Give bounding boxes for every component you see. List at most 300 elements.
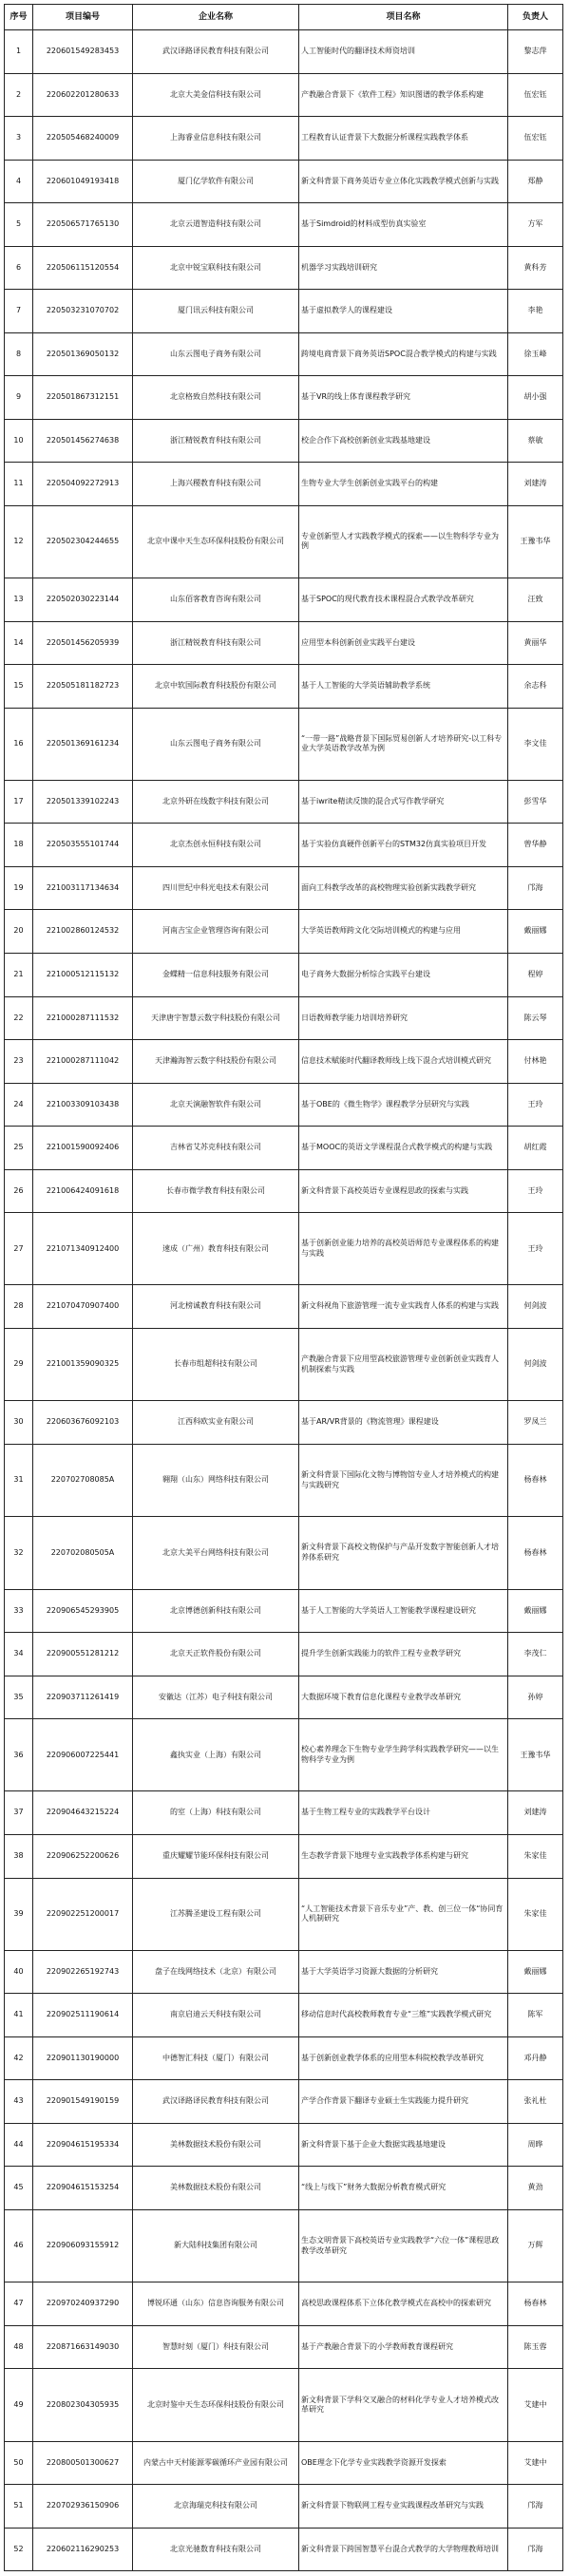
row-project-name: 产教融合背景下应用型高校旅游管理专业创新创业实践育人机制探索与实践: [299, 1328, 508, 1400]
row-company-name: 速成（广州）教育科技有限公司: [133, 1213, 299, 1285]
row-company-name: 上海睿业信息科技有限公司: [133, 117, 299, 161]
table-row: [5, 1878, 563, 1950]
table-row: [5, 160, 563, 203]
row-project-name: 面向工科教学改革的高校物理实验创新实践教学研究: [299, 866, 508, 910]
row-lead: 戴丽娜: [508, 1950, 563, 1994]
row-index: 41: [5, 1994, 33, 2037]
row-lead: 黄劲: [508, 2167, 563, 2210]
row-index: 9: [5, 376, 33, 420]
row-lead: 王豫韦华: [508, 1719, 563, 1791]
row-lead: 王玲: [508, 1213, 563, 1285]
row-project-code: 221001359090325: [33, 1328, 133, 1400]
row-company-name: 江苏腾圣建设工程有限公司: [133, 1878, 299, 1950]
table-row: [5, 780, 563, 824]
row-lead: 万辉: [508, 2209, 563, 2282]
table-row: [5, 30, 563, 74]
row-project-code: 220702708085A: [33, 1444, 133, 1516]
table-row: [5, 2282, 563, 2326]
row-project-name: 新文科背景下高校英语专业课程思政的探索与实践: [299, 1169, 508, 1213]
project-table-sheet: [4, 4, 563, 2571]
row-project-name: 基于OBE的《微生物学》课程教学分层研究与实践: [299, 1083, 508, 1127]
row-lead: 刘建涛: [508, 1791, 563, 1835]
row-lead: 朱家佳: [508, 1834, 563, 1878]
row-lead: 艾建中: [508, 2441, 563, 2485]
row-project-name: 移动信息时代高校教师教育专业“三维”实践教学模式研究: [299, 1994, 508, 2037]
row-company-name: 江西科欧实业有限公司: [133, 1401, 299, 1445]
row-index: 22: [5, 996, 33, 1040]
row-lead: 黎志萍: [508, 30, 563, 74]
table-row: [5, 2080, 563, 2124]
row-company-name: 中德智汇科技（厦门）有限公司: [133, 2036, 299, 2080]
table-row: [5, 1589, 563, 1633]
row-project-name: 基于实验仿真硬件创新平台的STM32仿真实验项目开发: [299, 824, 508, 867]
row-project-name: 基于创新创业能力培养的高校英语师范专业课程体系的构建与实践: [299, 1213, 508, 1285]
row-project-code: 220901130190000: [33, 2036, 133, 2080]
row-index: 49: [5, 2369, 33, 2441]
table-row: [5, 1834, 563, 1878]
row-project-code: 220602201280633: [33, 73, 133, 117]
row-project-code: 220501456274638: [33, 419, 133, 463]
row-project-code: 221001590092406: [33, 1127, 133, 1170]
row-company-name: 山东云图电子商务有限公司: [133, 332, 299, 376]
row-project-code: 220901549190159: [33, 2080, 133, 2124]
row-lead: 程婷: [508, 954, 563, 997]
row-project-code: 220501456205939: [33, 621, 133, 665]
row-lead: 余志科: [508, 665, 563, 709]
table-row: [5, 910, 563, 954]
row-lead: 孙婷: [508, 1676, 563, 1719]
row-index: 48: [5, 2325, 33, 2369]
row-lead: 邝海: [508, 866, 563, 910]
row-project-name: 生态文明背景下高校英语专业实践教学“六位一体”课程思政教学改革研究: [299, 2209, 508, 2282]
row-project-name: 新文科背景下跨国智慧平台混合式教学的大学物理教师培训: [299, 2528, 508, 2571]
row-company-name: 安徽达（江苏）电子科技有限公司: [133, 1676, 299, 1719]
row-project-name: 校企合作下高校创新创业实践基地建设: [299, 419, 508, 463]
row-lead: 邝海: [508, 2528, 563, 2571]
row-project-code: 221000287111042: [33, 1040, 133, 1084]
row-project-name: 基于虚拟教学人的课程建设: [299, 290, 508, 333]
row-project-code: 221003117134634: [33, 866, 133, 910]
row-project-code: 220970240937290: [33, 2282, 133, 2326]
row-company-name: 盘子在线网络技术（北京）有限公司: [133, 1950, 299, 1994]
row-index: 45: [5, 2167, 33, 2210]
row-lead: 周晔: [508, 2123, 563, 2167]
row-index: 51: [5, 2485, 33, 2529]
table-row: [5, 1285, 563, 1329]
row-company-name: 北京大美平台网络科技有限公司: [133, 1517, 299, 1589]
table-row: [5, 117, 563, 161]
row-index: 43: [5, 2080, 33, 2124]
row-company-name: 北京大美金信科技有限公司: [133, 73, 299, 117]
row-lead: 郑静: [508, 160, 563, 203]
row-project-name: 跨境电商背景下商务英语SPOC混合教学模式的构建与实践: [299, 332, 508, 376]
row-project-code: 220505468240009: [33, 117, 133, 161]
row-company-name: 上海兴稷教育科技有限公司: [133, 463, 299, 506]
row-company-name: 武汉译路译民教育科技有限公司: [133, 2080, 299, 2124]
row-company-name: 北京天演融智软件有限公司: [133, 1083, 299, 1127]
table-row: [5, 1676, 563, 1719]
row-project-code: 220903711261419: [33, 1676, 133, 1719]
row-lead: 何剑波: [508, 1285, 563, 1329]
row-project-code: 220904643215224: [33, 1791, 133, 1835]
row-index: 10: [5, 419, 33, 463]
project-table: [4, 4, 563, 2571]
row-company-name: 智慧时刻（厦门）科技有限公司: [133, 2325, 299, 2369]
row-lead: 蔡敏: [508, 419, 563, 463]
row-project-code: 220800501300627: [33, 2441, 133, 2485]
row-project-name: 生物专业大学生创新创业实践平台的构建: [299, 463, 508, 506]
row-company-name: 北京格致自然科技有限公司: [133, 376, 299, 420]
header-project-code: 项目编号: [33, 5, 133, 30]
table-row: [5, 1213, 563, 1285]
row-project-code: 220501339102243: [33, 780, 133, 824]
header-index: 序号: [5, 5, 33, 30]
row-index: 37: [5, 1791, 33, 1835]
row-company-name: 厦门讯云科技有限公司: [133, 290, 299, 333]
row-project-code: 220602116290253: [33, 2528, 133, 2571]
row-company-name: 四川世纪中科光电技术有限公司: [133, 866, 299, 910]
row-lead: 王玲: [508, 1083, 563, 1127]
row-index: 14: [5, 621, 33, 665]
row-company-name: 北京中锐宝联科技有限公司: [133, 246, 299, 290]
row-company-name: 美林数据技术股份有限公司: [133, 2167, 299, 2210]
row-project-name: 校心素养理念下生物专业学生跨学科实践教学研究——以生物科学专业为例: [299, 1719, 508, 1791]
row-project-name: 新文科背景下商务英语专业立体化实践教学模式创新与实践: [299, 160, 508, 203]
row-company-name: 武汉译路译民教育科技有限公司: [133, 30, 299, 74]
row-company-name: 长春市组超科技有限公司: [133, 1328, 299, 1400]
table-row: [5, 1083, 563, 1127]
row-project-name: “一带一路”战略背景下国际贸易创新人才培养研究-以工科专业大学英语教学改革为例: [299, 708, 508, 780]
row-company-name: 天津瀚海智云数字科技股份有限公司: [133, 1040, 299, 1084]
row-company-name: 翱翔（山东）网络科技有限公司: [133, 1444, 299, 1516]
table-row: [5, 2123, 563, 2167]
row-project-code: 220502030223144: [33, 578, 133, 622]
table-row: [5, 954, 563, 997]
header-lead: 负责人: [508, 5, 563, 30]
row-project-code: 220902265192743: [33, 1950, 133, 1994]
row-lead: 李文佳: [508, 708, 563, 780]
table-row: [5, 866, 563, 910]
row-project-name: 新文科视角下旅游管理一流专业实践育人体系的构建与实践: [299, 1285, 508, 1329]
row-lead: 罗凤兰: [508, 1401, 563, 1445]
row-project-name: OBE理念下化学专业实践教学资源开发探索: [299, 2441, 508, 2485]
row-project-name: 新文科背景下学科交叉融合的材料化学专业人才培养模式改革研究: [299, 2369, 508, 2441]
row-index: 18: [5, 824, 33, 867]
row-project-name: “人工智能技术背景下音乐专业”产、教、创三位一体“协同育人机制研究: [299, 1878, 508, 1950]
row-project-code: 220906252200626: [33, 1834, 133, 1878]
row-lead: 陈军: [508, 1994, 563, 2037]
row-index: 50: [5, 2441, 33, 2485]
row-project-code: 220502304244655: [33, 505, 133, 578]
row-project-name: 基于创新创业教学体系的应用型本科院校教学改革研究: [299, 2036, 508, 2080]
row-project-code: 220902251200017: [33, 1878, 133, 1950]
row-project-name: 专业创新型人才实践教学模式的探索——以生物科学专业为例: [299, 505, 508, 578]
row-lead: 李艳: [508, 290, 563, 333]
row-index: 20: [5, 910, 33, 954]
table-row: [5, 1633, 563, 1676]
row-project-code: 220802304305935: [33, 2369, 133, 2441]
row-lead: 方军: [508, 203, 563, 247]
table-row: [5, 2325, 563, 2369]
row-company-name: 河北榜诚教育科技有限公司: [133, 1285, 299, 1329]
row-project-code: 220506571765130: [33, 203, 133, 247]
row-index: 42: [5, 2036, 33, 2080]
row-project-code: 220601049193418: [33, 160, 133, 203]
row-lead: 杨春林: [508, 1444, 563, 1516]
row-project-code: 220902511190614: [33, 1994, 133, 2037]
row-company-name: 天津唐宇智慧云数字科技股份有限公司: [133, 996, 299, 1040]
row-lead: 杨春林: [508, 2282, 563, 2326]
row-project-code: 220506115120554: [33, 246, 133, 290]
row-index: 13: [5, 578, 33, 622]
row-index: 12: [5, 505, 33, 578]
table-row: [5, 1791, 563, 1835]
row-project-name: 基于Simdroid的材料成型仿真实验室: [299, 203, 508, 247]
table-row: [5, 246, 563, 290]
table-row: [5, 1719, 563, 1791]
row-lead: 戴丽娜: [508, 910, 563, 954]
row-project-name: 产教融合背景下《软件工程》知识图谱的教学体系构建: [299, 73, 508, 117]
row-project-name: 大学英语教师跨文化交际培训模式的构建与应用: [299, 910, 508, 954]
table-row: [5, 332, 563, 376]
table-row: [5, 2209, 563, 2282]
row-lead: 伍宏钰: [508, 73, 563, 117]
row-project-name: 基于AR/VR背景的《物流管理》课程建设: [299, 1401, 508, 1445]
row-project-code: 220906093155912: [33, 2209, 133, 2282]
row-project-name: 日语教师教学能力培训培养研究: [299, 996, 508, 1040]
row-project-code: 220503231070702: [33, 290, 133, 333]
row-company-name: 北京中软国际教育科技股份有限公司: [133, 665, 299, 709]
row-index: 6: [5, 246, 33, 290]
row-index: 44: [5, 2123, 33, 2167]
row-company-name: 厦门亿学软件有限公司: [133, 160, 299, 203]
row-lead: 王玲: [508, 1169, 563, 1213]
table-row: [5, 1328, 563, 1400]
table-row: [5, 996, 563, 1040]
row-index: 5: [5, 203, 33, 247]
row-company-name: 浙江精锐教育科技有限公司: [133, 419, 299, 463]
row-index: 3: [5, 117, 33, 161]
row-index: 24: [5, 1083, 33, 1127]
table-row: [5, 376, 563, 420]
row-lead: 汪致: [508, 578, 563, 622]
row-project-name: 新文科背景下高校文物保护与产品开发数字智能创新人才培养体系研究: [299, 1517, 508, 1589]
row-lead: 张礼杜: [508, 2080, 563, 2124]
row-project-name: 应用型本科创新创业实践平台建设: [299, 621, 508, 665]
row-lead: 朱家佳: [508, 1878, 563, 1950]
row-project-name: 提升学生创新实践能力的软件工程专业教学研究: [299, 1633, 508, 1676]
row-project-name: 基于MOOC的英语文学课程混合式教学模式的构建与实践: [299, 1127, 508, 1170]
row-index: 36: [5, 1719, 33, 1791]
row-index: 33: [5, 1589, 33, 1633]
row-project-name: 新文科背景下基于企业大数据实践基地建设: [299, 2123, 508, 2167]
row-project-code: 220504092272913: [33, 463, 133, 506]
row-index: 29: [5, 1328, 33, 1400]
row-index: 35: [5, 1676, 33, 1719]
row-lead: 杨春林: [508, 1517, 563, 1589]
row-project-code: 221071340912400: [33, 1213, 133, 1285]
row-company-name: 北京外研在线数字科技有限公司: [133, 780, 299, 824]
row-index: 8: [5, 332, 33, 376]
row-project-code: 220501369050132: [33, 332, 133, 376]
row-index: 32: [5, 1517, 33, 1589]
row-lead: 彭雪华: [508, 780, 563, 824]
row-company-name: 北京云道智造科技有限公司: [133, 203, 299, 247]
row-project-code: 220603676092103: [33, 1401, 133, 1445]
row-project-name: 基于SPOC的现代教育技术课程混合式教学改革研究: [299, 578, 508, 622]
row-company-name: 新大陆科技集团有限公司: [133, 2209, 299, 2282]
header-project-name: 项目名称: [299, 5, 508, 30]
row-index: 28: [5, 1285, 33, 1329]
row-company-name: 的室（上海）科技有限公司: [133, 1791, 299, 1835]
table-row: [5, 1040, 563, 1084]
row-project-name: 人工智能时代的翻译技术师资培训: [299, 30, 508, 74]
row-project-code: 220503555101744: [33, 824, 133, 867]
table-row: [5, 1127, 563, 1170]
table-row: [5, 463, 563, 506]
row-company-name: 金蝶精一信息科技服务有限公司: [133, 954, 299, 997]
row-project-name: 生态教学背景下地理专业实践教学体系构建与研究: [299, 1834, 508, 1878]
row-index: 16: [5, 708, 33, 780]
row-project-code: 220900551281212: [33, 1633, 133, 1676]
row-project-name: 高校思政课程体系下立体化教学模式在高校中的探索研究: [299, 2282, 508, 2326]
row-index: 17: [5, 780, 33, 824]
table-row: [5, 419, 563, 463]
row-project-name: 产学合作背景下翻译专业硕士生实践能力提升研究: [299, 2080, 508, 2124]
table-row: [5, 1169, 563, 1213]
table-row: [5, 708, 563, 780]
row-lead: 陈云琴: [508, 996, 563, 1040]
row-project-code: 220501369161234: [33, 708, 133, 780]
row-index: 19: [5, 866, 33, 910]
row-lead: 黄丽华: [508, 621, 563, 665]
row-index: 21: [5, 954, 33, 997]
row-project-code: 220505181182723: [33, 665, 133, 709]
table-row: [5, 1517, 563, 1589]
row-company-name: 北京天正软件股份有限公司: [133, 1633, 299, 1676]
row-index: 23: [5, 1040, 33, 1084]
row-index: 7: [5, 290, 33, 333]
row-project-name: 机器学习实践培训研究: [299, 246, 508, 290]
row-project-name: 大数据环境下教育信息化课程专业教学改革研究: [299, 1676, 508, 1719]
table-row: [5, 2369, 563, 2441]
row-company-name: 浙江精锐教育科技有限公司: [133, 621, 299, 665]
row-index: 38: [5, 1834, 33, 1878]
row-lead: 戴丽娜: [508, 1589, 563, 1633]
row-index: 46: [5, 2209, 33, 2282]
header-company-name: 企业名称: [133, 5, 299, 30]
row-lead: 李茂仁: [508, 1633, 563, 1676]
row-lead: 胡小强: [508, 376, 563, 420]
row-company-name: 北京杰创永恒科技有限公司: [133, 824, 299, 867]
row-project-name: 基于大学英语学习资源大数据的分析研究: [299, 1950, 508, 1994]
row-company-name: 北京博德创新科技有限公司: [133, 1589, 299, 1633]
table-row: [5, 578, 563, 622]
row-project-name: 电子商务大数据分析综合实践平台建设: [299, 954, 508, 997]
table-row: [5, 2167, 563, 2210]
row-company-name: 吉林省艾苏克科技有限公司: [133, 1127, 299, 1170]
row-project-code: 220906545293905: [33, 1589, 133, 1633]
row-company-name: 北京时鉴中天生态环保科技股份有限公司: [133, 2369, 299, 2441]
row-lead: 付林艳: [508, 1040, 563, 1084]
row-company-name: 山东云图电子商务有限公司: [133, 708, 299, 780]
row-index: 4: [5, 160, 33, 203]
row-project-code: 220702080505A: [33, 1517, 133, 1589]
table-row: [5, 290, 563, 333]
row-company-name: 内蒙古中天村能源零碳循环产业园有限公司: [133, 2441, 299, 2485]
row-index: 1: [5, 30, 33, 74]
row-lead: 何剑波: [508, 1328, 563, 1400]
row-project-code: 221000512115132: [33, 954, 133, 997]
row-company-name: 北京海瑞克科技有限公司: [133, 2485, 299, 2529]
row-company-name: 鑫执实业（上海）有限公司: [133, 1719, 299, 1791]
row-project-code: 220501867312151: [33, 376, 133, 420]
row-project-code: 220702936150906: [33, 2485, 133, 2529]
row-project-code: 221006424091618: [33, 1169, 133, 1213]
row-index: 25: [5, 1127, 33, 1170]
row-index: 39: [5, 1878, 33, 1950]
row-lead: 黄科芳: [508, 246, 563, 290]
row-company-name: 南京启迪云天科技有限公司: [133, 1994, 299, 2037]
row-project-code: 221002860124532: [33, 910, 133, 954]
row-index: 11: [5, 463, 33, 506]
row-project-code: 220904615195334: [33, 2123, 133, 2167]
row-lead: 胡红霞: [508, 1127, 563, 1170]
row-project-name: 基于VR的线上体育课程教学研究: [299, 376, 508, 420]
row-company-name: 长春市微学教育科技有限公司: [133, 1169, 299, 1213]
row-project-name: 基于人工智能的大学英语人工智能教学课程建设研究: [299, 1589, 508, 1633]
table-row: [5, 1401, 563, 1445]
row-index: 40: [5, 1950, 33, 1994]
row-lead: 艾建中: [508, 2369, 563, 2441]
row-project-name: 基于生物工程专业的实践教学平台设计: [299, 1791, 508, 1835]
table-row: [5, 621, 563, 665]
row-project-code: 221000287111532: [33, 996, 133, 1040]
row-lead: 王豫韦华: [508, 505, 563, 578]
row-project-name: 新文科背景下物联网工程专业实践课程改革研究与实践: [299, 2485, 508, 2529]
row-index: 34: [5, 1633, 33, 1676]
row-lead: 曾华静: [508, 824, 563, 867]
table-row: [5, 1994, 563, 2037]
table-row: [5, 665, 563, 709]
row-project-name: 基于iwrite精读反馈的混合式写作教学研究: [299, 780, 508, 824]
table-row: [5, 2441, 563, 2485]
row-lead: 伍宏钰: [508, 117, 563, 161]
row-project-code: 220904615153254: [33, 2167, 133, 2210]
row-index: 2: [5, 73, 33, 117]
row-lead: 刘建涛: [508, 463, 563, 506]
row-company-name: 北京光驰数育科技有限公司: [133, 2528, 299, 2571]
row-company-name: 山东佰客教育咨询有限公司: [133, 578, 299, 622]
row-lead: 邓丹静: [508, 2036, 563, 2080]
row-company-name: 重庆耀耀节能环保科技有限公司: [133, 1834, 299, 1878]
row-lead: 陈玉蓉: [508, 2325, 563, 2369]
row-index: 30: [5, 1401, 33, 1445]
row-project-code: 221070470907400: [33, 1285, 133, 1329]
row-index: 52: [5, 2528, 33, 2571]
table-row: [5, 203, 563, 247]
row-index: 31: [5, 1444, 33, 1516]
row-project-name: 工程教育认证背景下大数据分析课程实践教学体系: [299, 117, 508, 161]
row-company-name: 河南吉宝企业管理咨询有限公司: [133, 910, 299, 954]
table-row: [5, 824, 563, 867]
table-row: [5, 505, 563, 578]
row-company-name: 美林数据技术股份有限公司: [133, 2123, 299, 2167]
table-header-row: [5, 5, 563, 30]
table-row: [5, 2528, 563, 2571]
row-lead: 邝海: [508, 2485, 563, 2529]
row-index: 47: [5, 2282, 33, 2326]
